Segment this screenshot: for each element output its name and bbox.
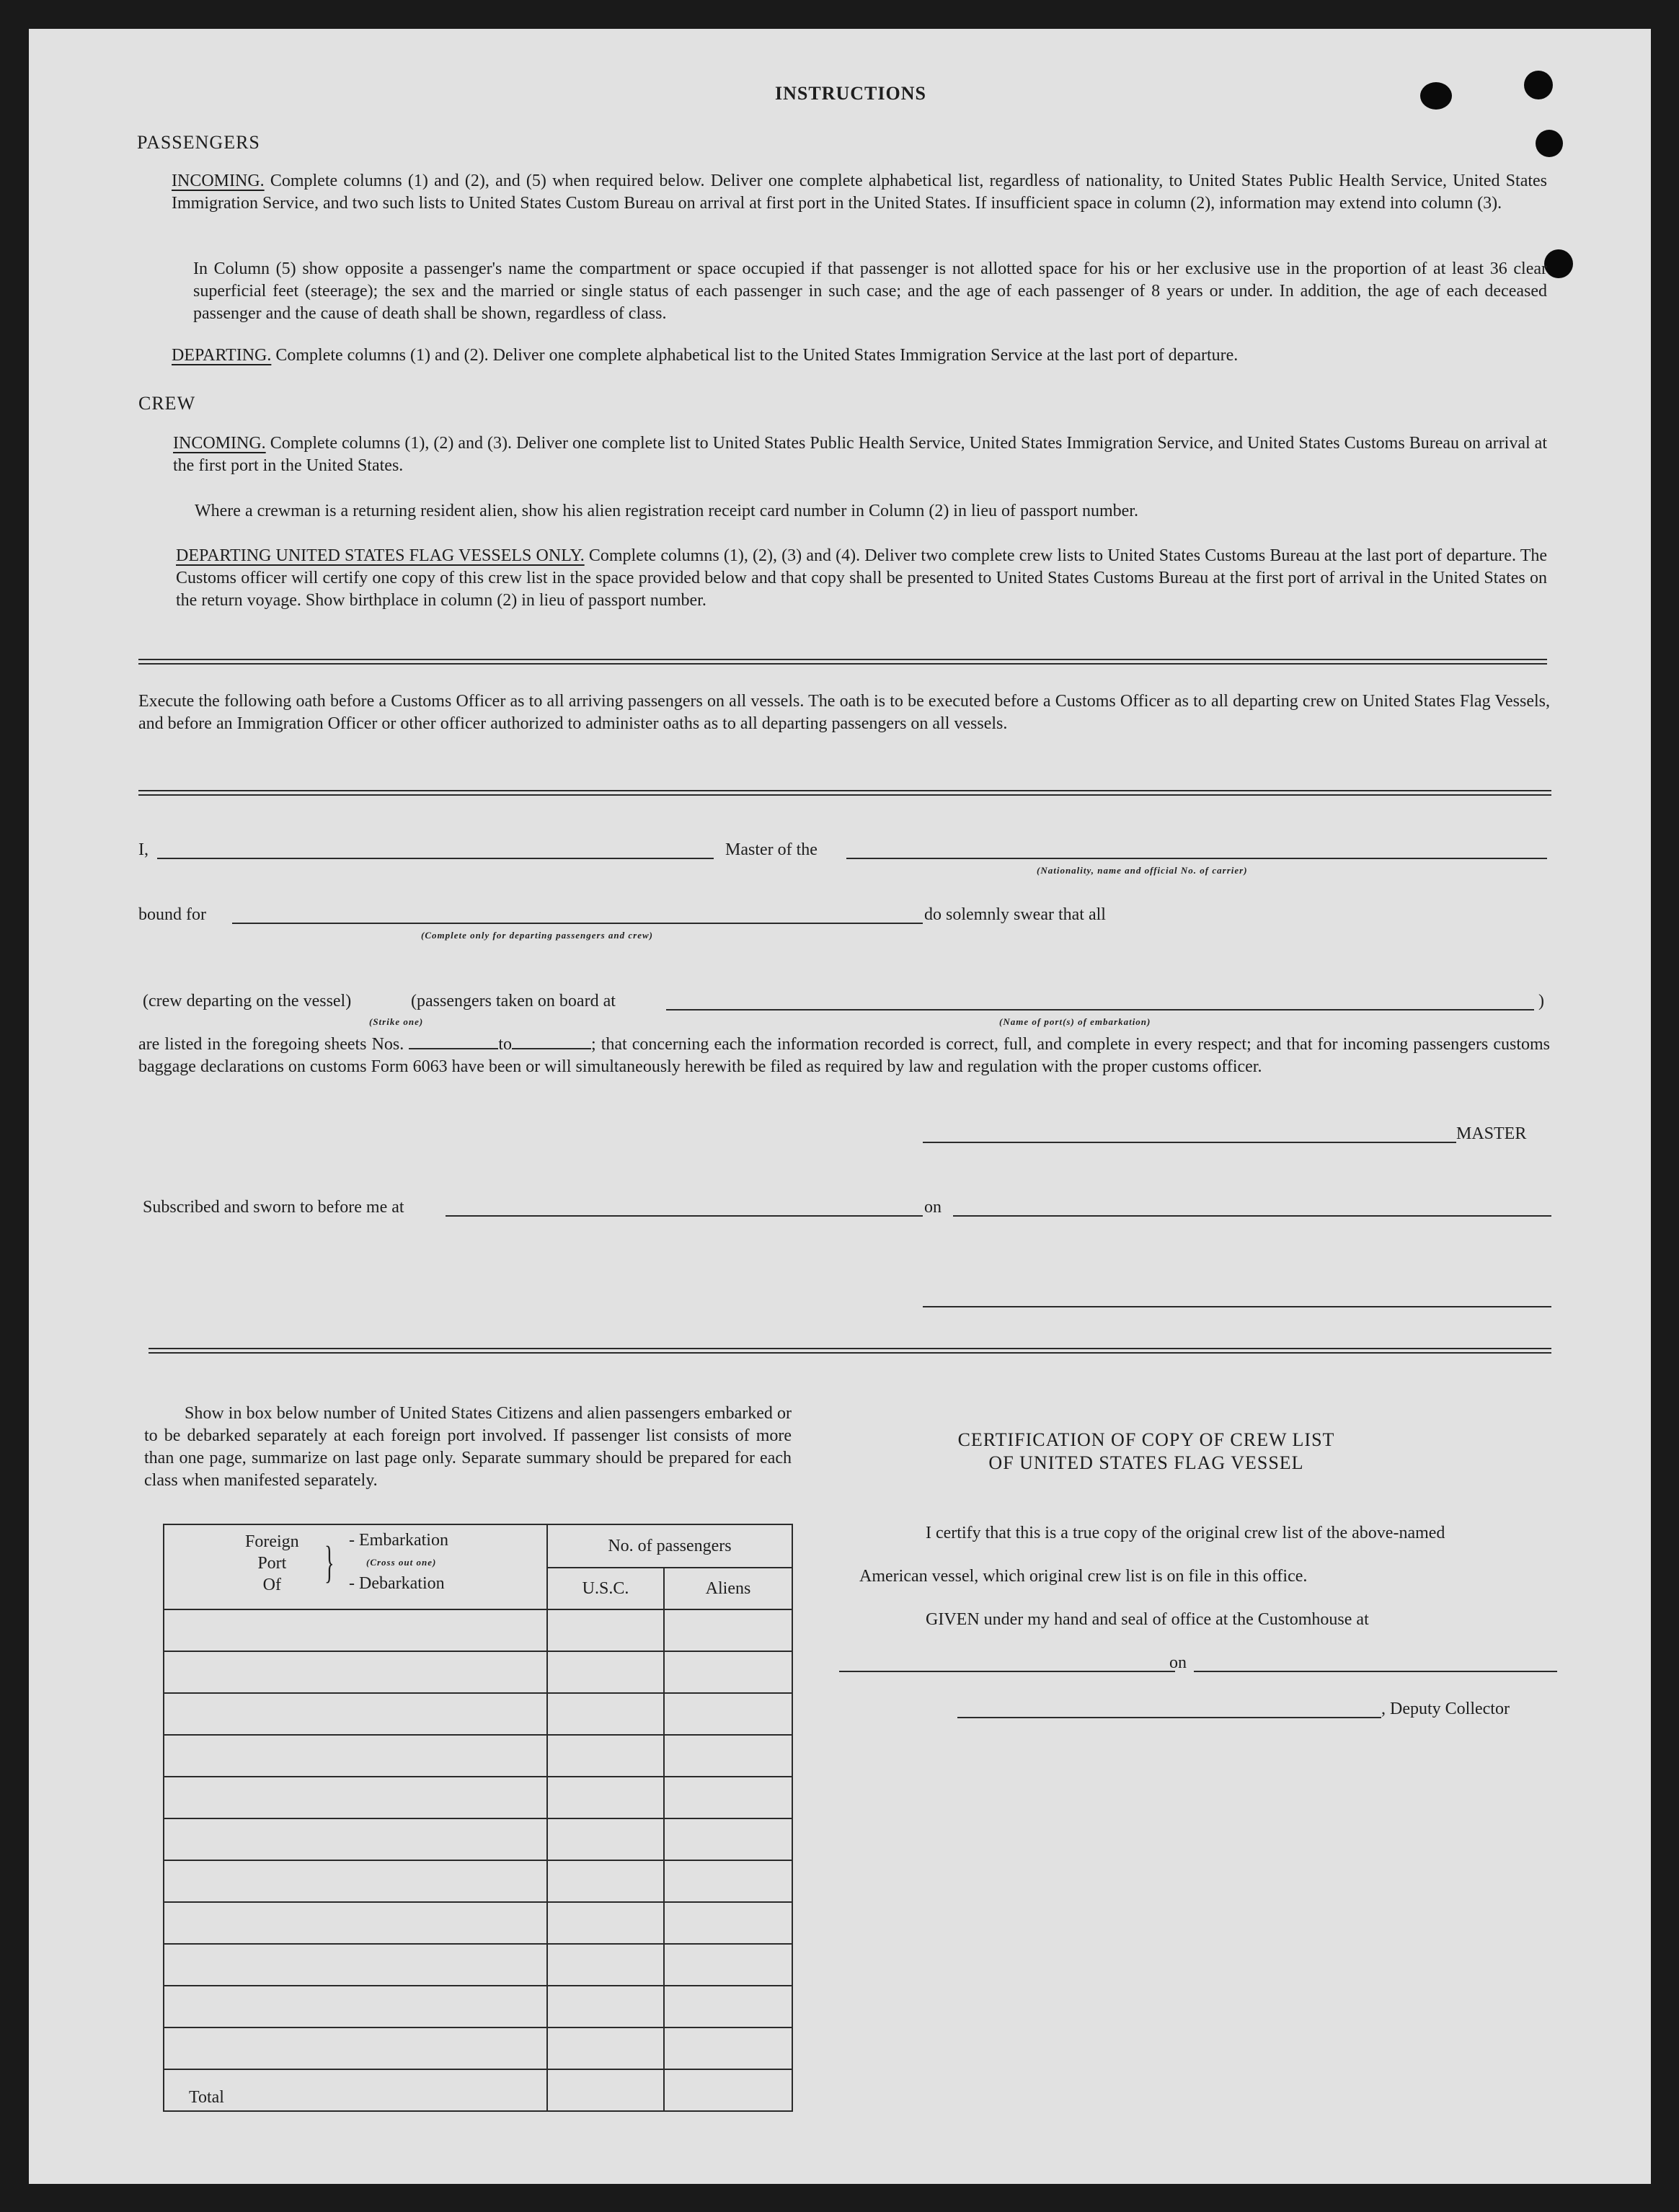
usc-cell[interactable] <box>547 1609 664 1651</box>
total-label: Total <box>189 2088 224 2107</box>
officer-signature-field[interactable] <box>923 1306 1551 1307</box>
usc-cell[interactable] <box>547 1651 664 1693</box>
certify-line1: I certify that this is a true copy of the original crew list of the above-named <box>926 1524 1445 1542</box>
cross-out-caption: (Cross out one) <box>366 1557 437 1568</box>
total-label-cell <box>164 2069 547 2111</box>
passengers-departing-paragraph <box>172 345 1547 367</box>
aliens-cell[interactable] <box>664 2027 792 2069</box>
aliens-cell[interactable] <box>664 1944 792 1986</box>
usc-cell[interactable] <box>547 1944 664 1986</box>
aliens-cell[interactable] <box>664 1902 792 1944</box>
aliens-header: Aliens <box>664 1568 792 1609</box>
table-total-row <box>164 2069 792 2111</box>
strike-caption: (Strike one) <box>369 1016 424 1027</box>
port-cell[interactable] <box>164 1609 547 1651</box>
port-cell[interactable] <box>164 2027 547 2069</box>
foreign-port-header <box>164 1524 547 1609</box>
usc-header: U.S.C. <box>547 1568 664 1609</box>
crew-incoming-paragraph <box>173 432 1547 477</box>
punch-hole <box>1536 130 1563 157</box>
listed-label: are listed in the foregoing sheets Nos. <box>138 1035 404 1054</box>
nationality-caption: (Nationality, name and official No. of carrier) <box>1037 865 1248 876</box>
certification-on-label: on <box>1169 1653 1187 1672</box>
table-row <box>164 2027 792 2069</box>
crew-departing-text: Complete columns (1), (2), (3) and (4). Deliver two complete crew lists to United States Customs Bureau at the last port of departure. The Customs officer will certify one copy of this crew list in the space provided below and that copy shall be presented to United States Customs Bureau at the first port of arrival in the United States on the return voyage. Show birthplace in column (2) in lieu of passport number. <box>176 546 1548 610</box>
aliens-total-cell[interactable] <box>664 2069 792 2111</box>
port-cell[interactable] <box>164 1986 547 2027</box>
table-row <box>164 1986 792 2027</box>
passengers-departing-label: DEPARTING. <box>172 346 272 365</box>
passengers-heading: PASSENGERS <box>137 132 260 153</box>
oath-instructions: Execute the following oath before a Customs Officer as to all arriving passengers on all vessels. The oath is to be executed before a Customs Officer as to all departing crew on United States Flag Vessels, and before an Immigration Officer or other officer authorized to administer oaths as to all departing passengers on all vessels. <box>138 692 1550 733</box>
certification-date-field[interactable] <box>1194 1671 1557 1672</box>
master-label: MASTER <box>1456 1124 1527 1143</box>
crew-departing-paragraph <box>176 545 1547 612</box>
ports-of-embarkation-field[interactable] <box>666 1009 1534 1010</box>
departing-caption: (Complete only for departing passengers and crew) <box>421 930 653 941</box>
embarkation-label: - Embarkation <box>349 1531 448 1550</box>
port-cell[interactable] <box>164 1944 547 1986</box>
passengers-incoming-text: Complete columns (1) and (2), and (5) when required below. Deliver one complete alphabetical list, regardless of nationality, to United States Public Health Service, United States Immigration Service, and two such lists to United States Custom Bureau on arrival at first port in the United States. If insufficient space in column (2), information may extend into column (3). <box>172 172 1548 213</box>
aliens-cell[interactable] <box>664 1609 792 1651</box>
certify-line2: American vessel, which original crew list is on file in this office. <box>859 1567 1308 1586</box>
port-cell[interactable] <box>164 1818 547 1860</box>
swear-label: do solemnly swear that all <box>924 905 1106 924</box>
section-divider <box>138 659 1547 665</box>
table-row <box>164 1902 792 1944</box>
table-row <box>164 1860 792 1902</box>
to-label: to <box>498 1035 512 1054</box>
passengers-incoming-paragraph <box>172 170 1547 215</box>
foreign-port-line: Port <box>257 1554 287 1573</box>
crew-incoming-label: INCOMING. <box>173 434 266 453</box>
section-divider <box>149 1348 1551 1354</box>
oath-body-paragraph <box>138 1034 1550 1078</box>
certification-title-line1: CERTIFICATION OF COPY OF CREW LIST <box>957 1429 1335 1450</box>
aliens-cell[interactable] <box>664 1777 792 1818</box>
table-row <box>164 1735 792 1777</box>
table-row <box>164 1818 792 1860</box>
aliens-cell[interactable] <box>664 1651 792 1693</box>
port-cell[interactable] <box>164 1860 547 1902</box>
crew-incoming-text: Complete columns (1), (2) and (3). Deliver one complete list to United States Public Health Service, United States Immigration Service, and United States Customs Bureau on arrival at the first port in the United States. <box>173 434 1547 475</box>
passengers-taken-label: (passengers taken on board at <box>411 992 616 1010</box>
aliens-cell[interactable] <box>664 1818 792 1860</box>
customhouse-place-field[interactable] <box>839 1671 1175 1672</box>
debarkation-label: - Debarkation <box>349 1574 445 1593</box>
port-cell[interactable] <box>164 1735 547 1777</box>
passengers-column5-paragraph: In Column (5) show opposite a passenger's name the compartment or space occupied if that passenger is not allotted space for his or her exclusive use in the proportion of at least 36 clear superficial feet (steerage); the sex and the married or single status of each passenger in such case; and the age of each passenger of 8 years or under. In addition, the age of each deceased passenger and the cause of death shall be shown, regardless of class. <box>193 259 1547 323</box>
carrier-field[interactable] <box>846 858 1547 859</box>
usc-cell[interactable] <box>547 2027 664 2069</box>
master-of-label: Master of the <box>725 840 818 859</box>
table-header-row <box>164 1524 792 1568</box>
passengers-departing-text: Complete columns (1) and (2). Deliver one complete alphabetical list to the United States Immigration Service at the last port of departure. <box>275 346 1239 365</box>
port-cell[interactable] <box>164 1902 547 1944</box>
usc-total-cell[interactable] <box>547 2069 664 2111</box>
certification-title-line2: OF UNITED STATES FLAG VESSEL <box>988 1452 1304 1473</box>
foreign-port-line: Of <box>262 1576 281 1594</box>
aliens-cell[interactable] <box>664 1735 792 1777</box>
aliens-cell[interactable] <box>664 1986 792 2027</box>
close-paren: ) <box>1538 992 1544 1010</box>
subscribed-date-field[interactable] <box>953 1215 1551 1217</box>
no-passengers-header: No. of passengers <box>547 1524 792 1568</box>
oath-i-label: I, <box>138 840 149 859</box>
usc-cell[interactable] <box>547 1735 664 1777</box>
bound-for-field[interactable] <box>232 923 923 924</box>
subscribed-label: Subscribed and sworn to before me at <box>143 1198 404 1217</box>
subscribed-place-field[interactable] <box>446 1215 923 1217</box>
master-name-field[interactable] <box>157 858 714 859</box>
bound-for-label: bound for <box>138 905 206 924</box>
aliens-cell[interactable] <box>664 1693 792 1735</box>
table-row <box>164 1693 792 1735</box>
page-title: INSTRUCTIONS <box>775 83 926 104</box>
foreign-port-line: Foreign <box>245 1532 299 1551</box>
sheet-to-field[interactable] <box>512 1034 591 1049</box>
table-row <box>164 1777 792 1818</box>
subscribed-on-label: on <box>924 1198 942 1217</box>
table-row <box>164 1944 792 1986</box>
section-divider <box>138 790 1551 796</box>
master-signature-field[interactable] <box>923 1142 1456 1143</box>
usc-cell[interactable] <box>547 1986 664 2027</box>
brace-icon: } <box>324 1538 335 1587</box>
passenger-summary-table <box>163 1524 793 2112</box>
deputy-collector-signature-field[interactable] <box>957 1717 1381 1718</box>
crew-heading: CREW <box>138 393 196 414</box>
deputy-collector-label: , Deputy Collector <box>1381 1700 1510 1718</box>
port-cell[interactable] <box>164 1777 547 1818</box>
table-row <box>164 1651 792 1693</box>
passengers-incoming-label: INCOMING. <box>172 172 265 190</box>
given-text: GIVEN under my hand and seal of office at the Customhouse at <box>926 1610 1369 1629</box>
summary-instructions: Show in box below number of United States Citizens and alien passengers embarked or to be debarked separately at each foreign port involved. If passenger list consists of more than one page, summarize on last page only. Separate summary should be prepared for each class when manifested separately. <box>144 1404 792 1490</box>
usc-cell[interactable] <box>547 1818 664 1860</box>
sheet-from-field[interactable] <box>409 1034 498 1049</box>
usc-cell[interactable] <box>547 1902 664 1944</box>
crew-departing-label: (crew departing on the vessel) <box>143 992 352 1010</box>
crew-crewman-paragraph: Where a crewman is a returning resident alien, show his alien registration receipt card number in Column (2) in lieu of passport number. <box>195 502 1138 520</box>
usc-cell[interactable] <box>547 1777 664 1818</box>
document-page <box>29 29 1651 2184</box>
table-row <box>164 1609 792 1651</box>
usc-cell[interactable] <box>547 1693 664 1735</box>
punch-hole <box>1544 249 1573 278</box>
port-cell[interactable] <box>164 1693 547 1735</box>
crew-departing-label: DEPARTING UNITED STATES FLAG VESSELS ONLY. <box>176 546 585 565</box>
aliens-cell[interactable] <box>664 1860 792 1902</box>
ports-caption: (Name of port(s) of embarkation) <box>999 1016 1151 1027</box>
oath-body-text: ; that concerning each the information recorded is correct, full, and complete in every respect; and that for incoming passengers customs baggage declarations on customs Form 6063 have been or will simultaneously herewith be filed as required by law and regulation with the proper customs officer. <box>138 1035 1551 1076</box>
usc-cell[interactable] <box>547 1860 664 1902</box>
port-cell[interactable] <box>164 1651 547 1693</box>
punch-hole <box>1420 82 1452 110</box>
punch-hole <box>1524 71 1553 99</box>
